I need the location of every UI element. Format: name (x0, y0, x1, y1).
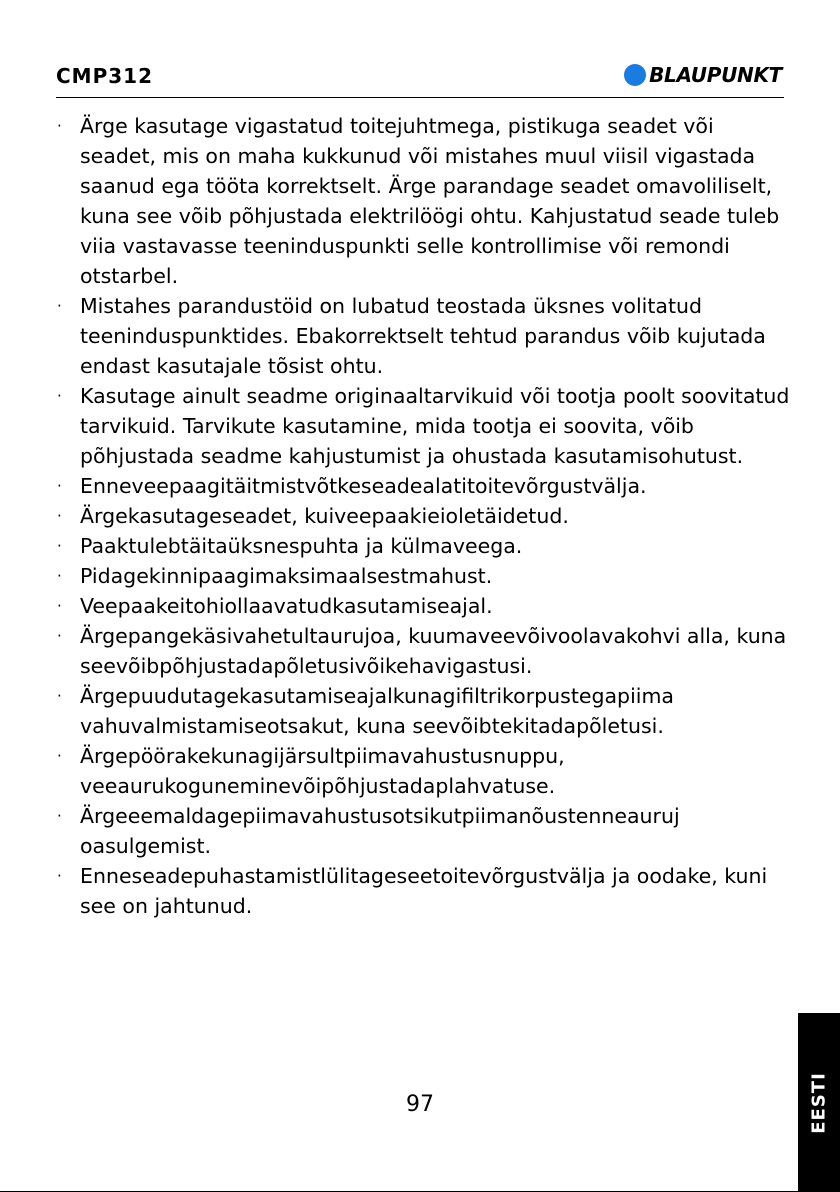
bullet-icon: · (57, 507, 62, 525)
bullet-icon: · (57, 477, 62, 495)
brand-name: BLAUPUNKT (649, 63, 782, 87)
language-tab (798, 1013, 840, 1192)
bullet-icon: · (57, 867, 62, 885)
bullet-icon: · (57, 537, 62, 555)
list-item-text: Mistahes parandustöid on lubatud teostada üksnes volitatud teeninduspunktides. Ebakorrektselt tehtud parandus võib kujutada endast kasutajale tõsist ohtu. (80, 294, 766, 378)
list-item-text: Ärgepuudutagekasutamiseajalkunagifiltrikorpustegapiima vahuvalmistamiseotsakut, kuna seevõibtekitadapõletusi. (80, 684, 674, 738)
list-item-text: Ärgekasutageseadet, kuiveepaakieioletäidetud. (80, 504, 569, 528)
list-item (52, 741, 792, 801)
list-item-text: Ärgepöörakekunagijärsultpiimavahustusnuppu, veeaurukoguneminevõipõhjustadaplahvatuse. (80, 744, 565, 798)
list-item-text: Enneveepaagitäitmistvõtkeseadealatitoitevõrgustvälja. (80, 474, 647, 498)
list-item (52, 291, 792, 381)
brand-dot-icon (624, 64, 646, 86)
list-item-text: Paaktulebtäitaüksnespuhta ja külmaveega. (80, 534, 523, 558)
list-item (52, 561, 792, 591)
model-name: CMP312 (56, 64, 153, 88)
safety-instructions-list (52, 111, 792, 921)
list-item (52, 681, 792, 741)
list-item-text: Kasutage ainult seadme originaaltarvikuid või tootja poolt soovitatud tarvikuid. Tarvikute kasutamine, mida tootja ei soovita, võib põhjustada seadme kahjustumist ja ohustada kasutamisohutust. (80, 384, 790, 468)
list-item-text: Ärgeeemaldagepiimavahustusotsikutpiimanõustenneauruj oasulgemist. (80, 804, 680, 858)
list-item (52, 111, 792, 291)
list-item (52, 471, 792, 501)
bullet-icon: · (57, 387, 62, 405)
list-item (52, 801, 792, 861)
list-item (52, 861, 792, 921)
header-divider (56, 97, 784, 98)
list-item-text: Enneseadepuhastamistlülitageseetoitevõrgustvälja ja oodake, kuni see on jahtunud. (80, 864, 768, 918)
list-item-text: Pidagekinnipaagimaksimaalsestmahust. (80, 564, 493, 588)
brand-logo (624, 63, 782, 87)
list-item (52, 531, 792, 561)
list-item (52, 381, 792, 471)
list-item (52, 591, 792, 621)
bullet-icon: · (57, 297, 62, 315)
list-item (52, 621, 792, 681)
bullet-icon: · (57, 117, 62, 135)
list-item (52, 501, 792, 531)
list-item-text: Ärgepangekäsivahetultaurujoa, kuumaveevõivoolavakohvi alla, kuna seevõibpõhjustadapõletusivõikehavigastusi. (80, 624, 787, 678)
bullet-icon: · (57, 567, 62, 585)
bullet-icon: · (57, 627, 62, 645)
bullet-icon: · (57, 807, 62, 825)
language-label: EESTI (808, 1071, 830, 1134)
bullet-icon: · (57, 747, 62, 765)
bullet-icon: · (57, 687, 62, 705)
page-number: 97 (406, 1092, 434, 1117)
bullet-icon: · (57, 597, 62, 615)
list-item-text: Veepaakeitohiollaavatudkasutamiseajal. (80, 594, 493, 618)
list-item-text: Ärge kasutage vigastatud toitejuhtmega, pistikuga seadet või seadet, mis on maha kukkunud või mistahes muul viisil vigastada saanud ega tööta korrektselt. Ärge parandage seadet omavoliliselt, kuna see võib põhjustada elektrilöögi ohtu. Kahjustatud seade tuleb viia vastavasse teeninduspunkti selle kontrollimise või remondi otstarbel. (80, 114, 780, 288)
